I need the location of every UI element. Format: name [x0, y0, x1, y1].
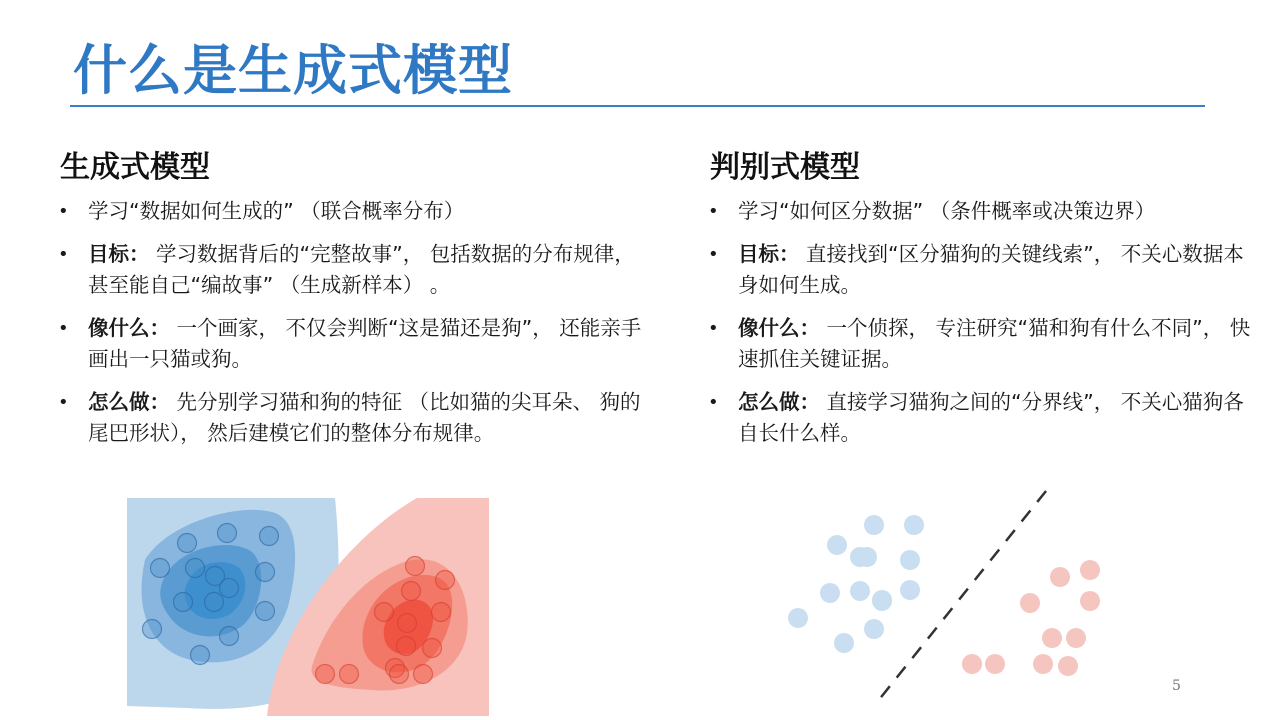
- red-sample-point: [340, 665, 359, 684]
- blue-sample-point: [256, 602, 275, 621]
- slide-title: 什么是生成式模型: [73, 39, 513, 102]
- blue-sample-point: [834, 633, 854, 653]
- discriminative-column: [708, 142, 1256, 461]
- red-sample-point: [432, 603, 451, 622]
- discriminative-bullet-label: 目标：: [738, 242, 800, 266]
- blue-sample-point: [151, 559, 170, 578]
- red-sample-point: [414, 665, 433, 684]
- blue-sample-point: [827, 535, 847, 555]
- generative-bullet: [58, 239, 658, 301]
- blue-sample-point: [205, 593, 224, 612]
- blue-sample-point: [872, 591, 892, 611]
- blue-sample-point: [191, 646, 210, 665]
- blue-sample-point: [218, 524, 237, 543]
- blue-sample-point: [864, 619, 884, 639]
- discriminative-bullet-label: 怎么做：: [738, 390, 820, 414]
- discriminative-bullet: [708, 387, 1256, 449]
- generative-heading: 生成式模型: [60, 150, 210, 185]
- red-sample-point: [406, 557, 425, 576]
- discriminative-bullet: [708, 313, 1256, 375]
- red-sample-point: [436, 571, 455, 590]
- blue-sample-point: [220, 579, 239, 598]
- red-sample-point: [1058, 656, 1078, 676]
- generative-bullet: [58, 196, 658, 227]
- red-sample-point: [397, 637, 416, 656]
- generative-bullet-text: 学习“数据如何生成的” （联合概率分布）: [88, 199, 465, 223]
- generative-density-illustration: [127, 498, 489, 716]
- generative-bullet: [58, 387, 658, 449]
- blue-sample-point: [178, 534, 197, 553]
- discriminative-bullet-label: 像什么：: [738, 316, 820, 340]
- generative-bullet-text: 先分别学习猫和狗的特征 （比如猫的尖耳朵、 狗的尾巴形状）， 然后建模它们的整体分布规律。: [88, 390, 641, 445]
- discriminative-bullet-list: [708, 196, 1256, 449]
- red-sample-point: [1080, 560, 1100, 580]
- blue-sample-point: [788, 608, 808, 628]
- red-sample-point: [398, 614, 417, 633]
- red-sample-point: [423, 639, 442, 658]
- generative-bullet-text: 一个画家， 不仅会判断“这是猫还是狗”， 还能亲手画出一只猫或狗。: [88, 316, 642, 371]
- generative-bullet-text: 学习数据背后的“完整故事”， 包括数据的分布规律， 甚至能自己“编故事” （生成新样本） 。: [88, 242, 635, 297]
- blue-sample-point: [143, 620, 162, 639]
- blue-sample-point: [864, 515, 884, 535]
- generative-column: [58, 142, 658, 461]
- red-sample-point: [1033, 654, 1053, 674]
- discriminative-sample-points: [788, 515, 1100, 676]
- generative-bullet: [58, 313, 658, 375]
- discriminative-boundary-illustration: [780, 485, 1110, 707]
- red-sample-point: [390, 665, 409, 684]
- blue-sample-point: [900, 550, 920, 570]
- red-sample-point: [962, 654, 982, 674]
- blue-sample-point: [820, 583, 840, 603]
- blue-sample-point: [850, 581, 870, 601]
- discriminative-bullet: [708, 239, 1256, 301]
- blue-sample-point: [256, 563, 275, 582]
- red-sample-point: [1042, 628, 1062, 648]
- blue-sample-point: [186, 559, 205, 578]
- title-divider: [70, 105, 1205, 107]
- discriminative-heading: 判别式模型: [710, 150, 860, 185]
- red-sample-point: [1080, 591, 1100, 611]
- blue-sample-point: [220, 627, 239, 646]
- blue-sample-point: [850, 547, 870, 567]
- red-sample-point: [1050, 567, 1070, 587]
- generative-bullet-label: 怎么做：: [88, 390, 170, 414]
- generative-bullet-label: 像什么：: [88, 316, 170, 340]
- red-sample-point: [375, 603, 394, 622]
- discriminative-bullet-text: 直接找到“区分猫狗的关键线索”， 不关心数据本身如何生成。: [738, 242, 1244, 297]
- page-number: 5: [1172, 678, 1181, 694]
- blue-sample-point: [904, 515, 924, 535]
- red-sample-point: [402, 582, 421, 601]
- red-sample-point: [1020, 593, 1040, 613]
- discriminative-bullet: [708, 196, 1256, 227]
- blue-sample-point: [900, 580, 920, 600]
- discriminative-bullet-text: 直接学习猫狗之间的“分界线”， 不关心猫狗各自长什么样。: [738, 390, 1244, 445]
- red-sample-point: [316, 665, 335, 684]
- discriminative-bullet-text: 学习“如何区分数据” （条件概率或决策边界）: [738, 199, 1156, 223]
- discriminative-bullet-text: 一个侦探， 专注研究“猫和狗有什么不同”， 快速抓住关键证据。: [738, 316, 1251, 371]
- red-sample-point: [985, 654, 1005, 674]
- generative-bullet-list: [58, 196, 658, 449]
- red-sample-point: [1066, 628, 1086, 648]
- generative-bullet-label: 目标：: [88, 242, 150, 266]
- blue-sample-point: [174, 593, 193, 612]
- blue-sample-point: [260, 527, 279, 546]
